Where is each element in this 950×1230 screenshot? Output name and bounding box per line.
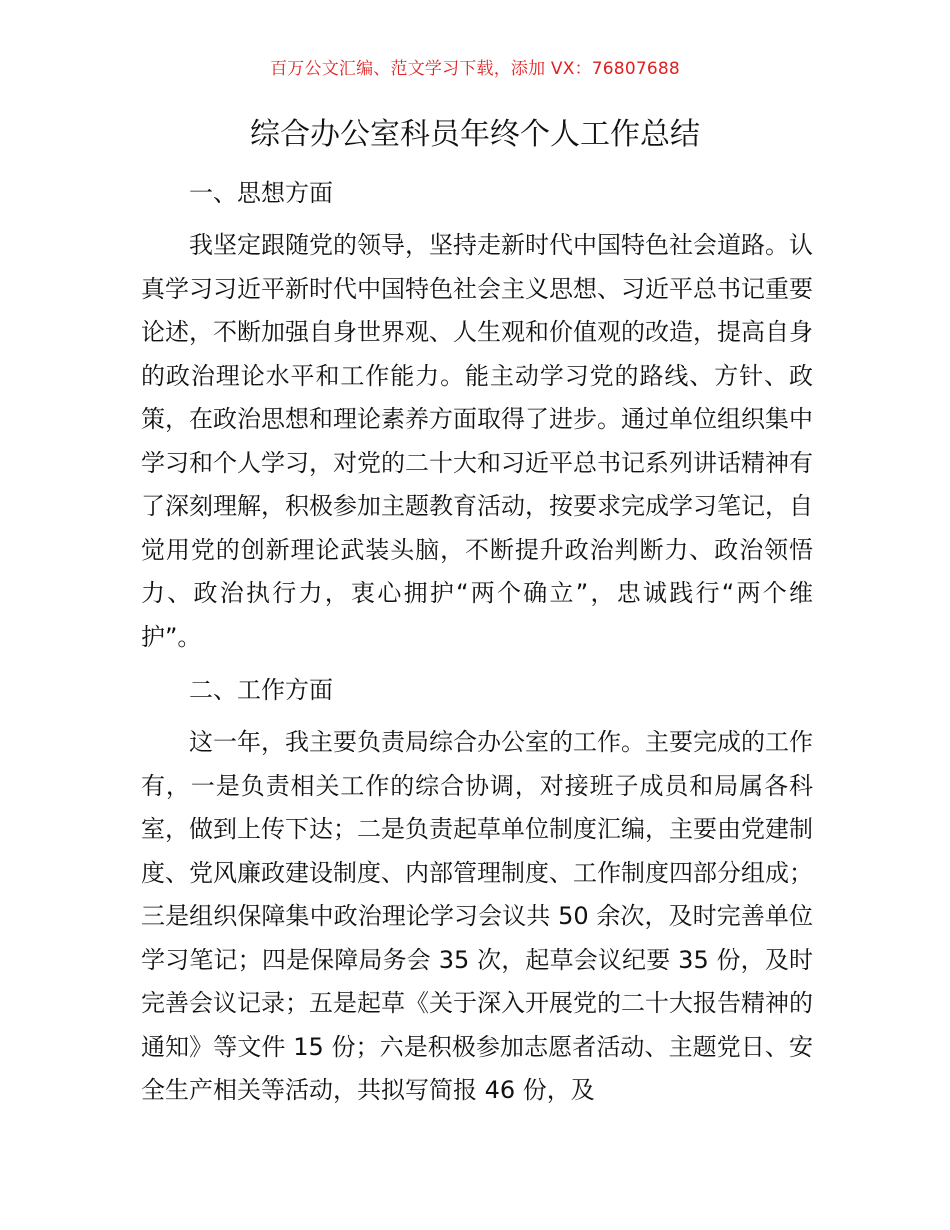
section-paragraph-thought: 我坚定跟随党的领导，坚持走新时代中国特色社会道路。认真学习习近平新时代中国特色社会主义思想、习近平总书记重要论述，不断加强自身世界观、人生观和价值观的改造，提高自身的政治理论水平和工作能力。能主动学习党的路线、方针、政策，在政治思想和理论素养方面取得了进步。通过单位组织集中学习和个人学习，对党的二十大和习近平总书记系列讲话精神有了深刻理解，积极参加主题教育活动，按要求完成学习笔记，自觉用党的创新理论武装头脑，不断提升政治判断力、政治领悟力、政治执行力，衷心拥护“两个确立”，忠诚践行“两个维护”。 — [141, 231, 813, 651]
section-paragraph-work: 这一年，我主要负责局综合办公室的工作。主要完成的工作有，一是负责相关工作的综合协调，对接班子成员和局属各科室，做到上传下达；二是负责起草单位制度汇编，主要由党建制度、党风廉政建设制度、内部管理制度、工作制度四部分组成；三是组织保障集中政治理论学习会议共 50 余次，及时完善单位学习笔记；四是保障局务会 35 次，起草会议纪要 35 份，及时完善会议记录；五是起草《关于深入开展党的二十大报告精神的通知》等文件 15 份；六是积极参加志愿者活动、主题党日、安全生产相关等活动，共拟写简报 46 份，及 — [141, 728, 813, 1104]
section-heading-work: 二、工作方面 — [189, 676, 333, 704]
document-title: 综合办公室科员年终个人工作总结 — [250, 117, 700, 152]
section-heading-thought: 一、思想方面 — [189, 179, 333, 207]
header-banner: 百万公文汇编、范文学习下载，添加 VX：76807688 — [270, 59, 680, 79]
document-body — [141, 172, 813, 1113]
